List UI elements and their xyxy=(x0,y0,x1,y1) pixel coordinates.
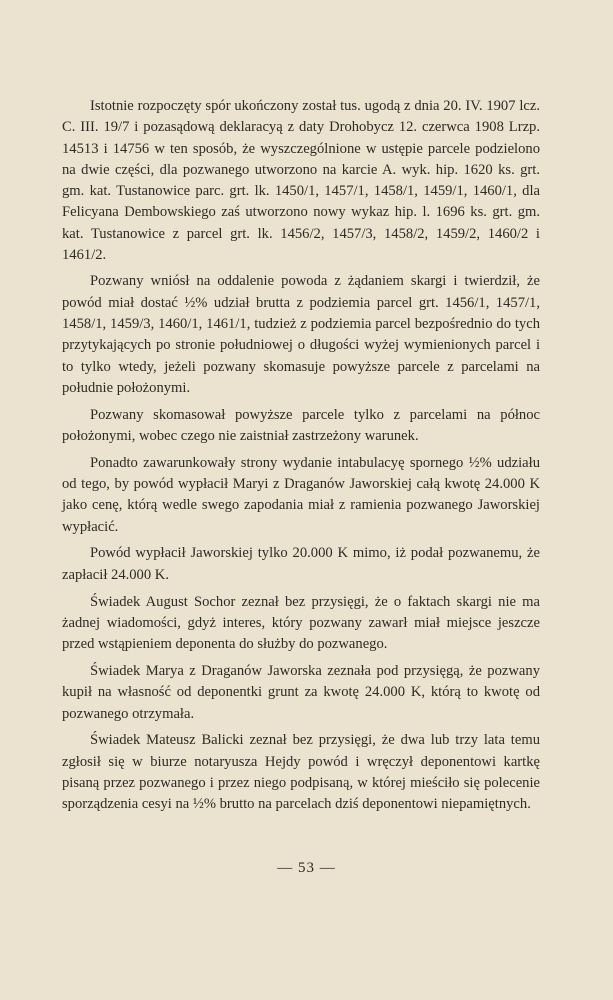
paragraph-5: Powód wypłacił Jaworskiej tylko 20.000 K mimo, iż podał pozwanemu, że zapłacił 24.000 K. xyxy=(62,545,540,583)
body-text xyxy=(62,96,540,821)
paragraph-1: Istotnie rozpoczęty spór ukończony został tus. ugodą z dnia 20. IV. 1907 lcz. C. III. 19/7 i pozasądową deklaracyą z daty Drohobycz 12. czerwca 1908 Lrzp. 14513 i 14756 w ten sposób, że wyszczególnione w ustępie parcele podzielono na dwie części, dla pozwanego utworzono na karcie A. wyk. hip. 1620 ks. grt. gm. kat. Tustanowice parc. grt. lk. 1450/1, 1457/1, 1458/1, 1459/1, 1460/1, dla Felicyana Dembowskiego zaś utworzono nowy wykaz hip. l. 1696 ks. grt. gm. kat. Tustanowice z parcel grt. lk. 1456/2, 1457/3, 1458/2, 1459/2, 1460/2 i 1461/2. xyxy=(62,98,540,264)
paragraph-8: Świadek Mateusz Balicki zeznał bez przysięgi, że dwa lub trzy lata temu zgłosił się w biurze notaryusza Hejdy powód i wręczył deponentowi kartkę pisaną przez pozwanego i przez niego podpisaną, w której mieściło się polecenie sporządzenia cesyi na ½% brutto na parcelach dziś deponentowi niepamiętnych. xyxy=(62,732,540,813)
paragraph-3: Pozwany skomasował powyższe parcele tylko z parcelami na północ położonymi, wobec czego nie zaistniał zastrzeżony warunek. xyxy=(62,406,540,444)
paragraph-6: Świadek August Sochor zeznał bez przysięgi, że o faktach skargi nie ma żadnej wiadomości, gdyż interes, który pozwany zawarł miał miejsce jeszcze przed wstąpieniem deponenta do służby do pozwanego. xyxy=(62,593,540,653)
paragraph-4: Ponadto zawarunkowały strony wydanie intabulacyę spornego ½% udziału od tego, by powód wypłacił Maryi z Draganów Jaworskiej całą kwotę 24.000 K jako cenę, którą wedle swego zapodania miał z ramienia pozwanego Jaworskiej wypłacić. xyxy=(62,454,540,535)
paragraph-7: Świadek Marya z Draganów Jaworska zeznała pod przysięgą, że pozwany kupił na własność od deponentki grunt za kwotę 24.000 K, którą to kwotę od pozwanego otrzymała. xyxy=(62,662,540,722)
page-number: — 53 — xyxy=(277,860,336,876)
paragraph-2: Pozwany wniósł na oddalenie powoda z żądaniem skargi i twierdził, że powód miał dostać ½% udział brutta z podziemia parcel grt. 1456/1, 1457/1, 1458/1, 1459/3, 1460/1, 1461/1, tudzież z podziemia parcel bezpośrednio do tych przytykających po stronie południowej o długości wyżej wymienionych parcel i to tylko wtedy, jeżeli pozwany skomasuje powyższe parcele z parcelami na południe położonymi. xyxy=(62,273,540,396)
